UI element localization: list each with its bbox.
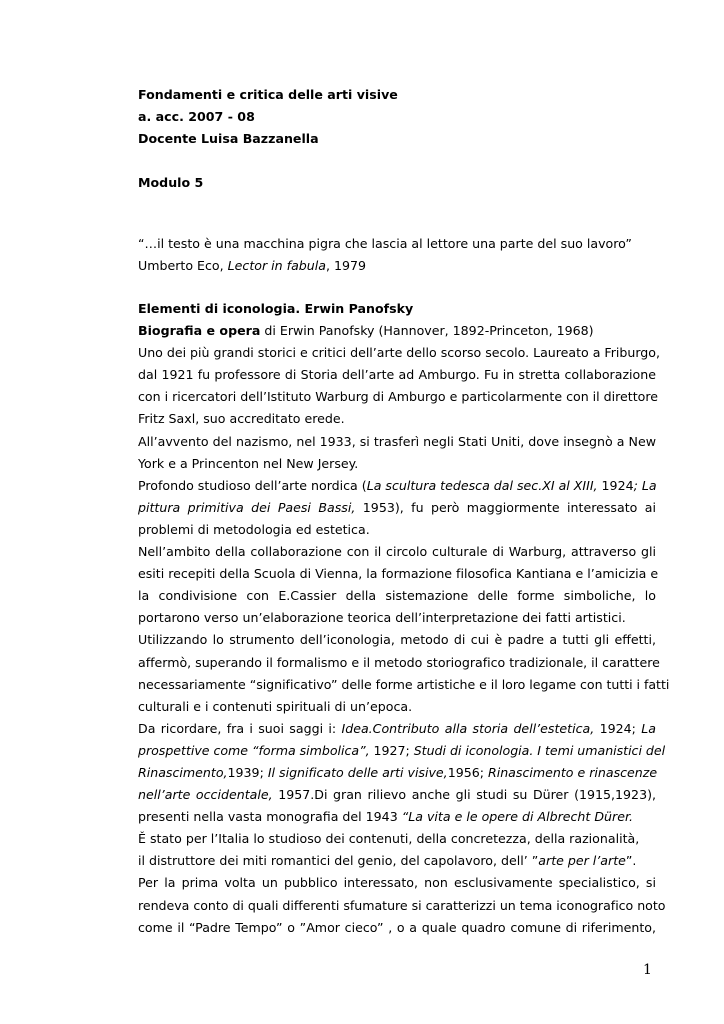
quote-attribution	[138, 255, 632, 277]
paragraph-line	[138, 497, 656, 519]
quote-year: , 1979	[326, 258, 367, 273]
italic-run: prospettive come “forma simbolica”,	[138, 742, 370, 758]
text-run: ”.	[625, 853, 637, 869]
course-title: Fondamenti e critica delle arti visive	[138, 87, 398, 102]
paragraph-line: Nell’ambito della collaborazione con il circolo culturale di Warburg, attraverso gli	[138, 544, 656, 560]
document-header	[138, 84, 398, 194]
italic-run: La scultura tedesca dal sec.XI al XIII,	[366, 477, 598, 493]
paragraph-line: York e a Princenton nel New Jersey.	[138, 455, 359, 471]
paragraph-line: problemi di metodologia ed estetica.	[138, 521, 370, 537]
italic-run: pittura primitiva dei Paesi Bassi,	[138, 499, 356, 515]
paragraph-line	[138, 718, 656, 740]
text-run: Da ricordare, fra i suoi saggi i:	[138, 720, 342, 736]
paragraph-line: esiti recepiti della Scuola di Vienna, la formazione filosofica Kantiana e l’amicizia e	[138, 566, 659, 582]
text-run: presenti nella vasta monografia del 1943	[138, 809, 402, 825]
paragraph-line	[138, 740, 666, 762]
quote-work: Lector in fabula	[227, 258, 326, 273]
academic-year: a. acc. 2007 - 08	[138, 109, 255, 124]
text-run: 1953), fu però maggiormente interessato ai	[355, 499, 656, 515]
quote-text: “…il testo è una macchina pigra che lascia al lettore una parte del suo lavoro”	[138, 236, 632, 251]
paragraph-line: Per la prima volta un pubblico interessato, non esclusivamente specialistico, si	[138, 875, 656, 891]
paragraph-line: Uno dei più grandi storici e critici dell’arte dello scorso secolo. Laureato a Friburgo,	[138, 345, 660, 361]
text-run: 1956;	[447, 764, 488, 780]
module-title: Modulo 5	[138, 175, 204, 190]
italic-run: Studi di iconologia. I temi umanistici del	[413, 742, 666, 758]
text-run: 1957.Di gran rilievo anche gli studi su Dürer (1915,1923),	[272, 787, 656, 803]
paragraph-line: la condivisione con E.Cassier della sistemazione delle forme simboliche, lo	[138, 588, 656, 604]
paragraph-line: Utilizzando lo strumento dell’iconologia, metodo di cui è padre a tutti gli effetti,	[138, 632, 656, 648]
paragraph-line: Fritz Saxl, suo accreditato erede.	[138, 411, 345, 427]
teacher-name: Docente Luisa Bazzanella	[138, 131, 319, 146]
epigraph	[138, 233, 632, 277]
page-number: 1	[643, 962, 652, 978]
paragraph-line: come il “Padre Tempo” o ”Amor cieco” , o a quale quadro comune di riferimento,	[138, 919, 656, 935]
paragraph-line	[138, 850, 656, 872]
text-run: il distruttore dei miti romantici del genio, del capolavoro, dell’ ”	[138, 853, 539, 869]
text-run: 1924	[597, 477, 634, 493]
text-run: 1927;	[369, 742, 414, 758]
bio-dates: di Erwin Panofsky (Hannover, 1892-Princeton, 1968)	[260, 323, 594, 339]
italic-run: Idea.Contributo alla storia dell’estetica,	[341, 720, 595, 736]
quote-author: Umberto Eco,	[138, 258, 228, 273]
italic-run: Rinascimento,	[138, 764, 228, 780]
text-run: 1924;	[594, 720, 642, 736]
paragraph-line: portarono verso un’elaborazione teorica dell’interpretazione dei fatti artistici.	[138, 610, 626, 626]
paragraph-line: affermò, superando il formalismo e il metodo storiografico tradizionale, il carattere	[138, 654, 660, 670]
paragraph-line	[138, 806, 656, 828]
paragraph-line	[138, 762, 656, 784]
paragraph-line: con i ricercatori dell’Istituto Warburg di Amburgo e particolarmente con il direttore	[138, 389, 658, 405]
paragraph-line: Ě stato per l’Italia lo studioso dei contenuti, della concretezza, della razionalità,	[138, 831, 640, 847]
bio-heading	[138, 320, 656, 342]
text-run: Profondo studioso dell’arte nordica (	[138, 477, 367, 493]
italic-run: “La vita e le opere di Albrecht Dürer.	[401, 809, 633, 825]
text-run: 1939;	[227, 764, 268, 780]
italic-run: La	[641, 720, 656, 736]
paragraph-line: rendeva conto di quali differenti sfumature si caratterizzi un tema iconografico noto	[138, 897, 666, 913]
italic-run: nell’arte occidentale,	[138, 787, 273, 803]
bio-label: Biografia e opera	[138, 323, 261, 339]
italic-run: arte per l’arte	[538, 853, 626, 869]
paragraph-line: All’avvento del nazismo, nel 1933, si trasferì negli Stati Uniti, dove insegnò a New	[138, 433, 656, 449]
paragraph-line: dal 1921 fu professore di Storia dell’arte ad Amburgo. Fu in stretta collaborazione	[138, 367, 656, 383]
section-title: Elementi di iconologia. Erwin Panofsky	[138, 301, 414, 316]
italic-run: Rinascimento e rinascenze	[487, 764, 658, 780]
italic-run: ; La	[633, 477, 657, 493]
section-body	[138, 298, 670, 939]
paragraph-line	[138, 784, 656, 806]
paragraph-line: necessariamente “significativo” delle forme artistiche e il loro legame con tutti i fatti	[138, 676, 670, 692]
paragraph-line	[138, 475, 656, 497]
italic-run: Il significato delle arti visive,	[267, 764, 448, 780]
paragraph-line: culturali e i contenuti spirituali di un’epoca.	[138, 698, 413, 714]
